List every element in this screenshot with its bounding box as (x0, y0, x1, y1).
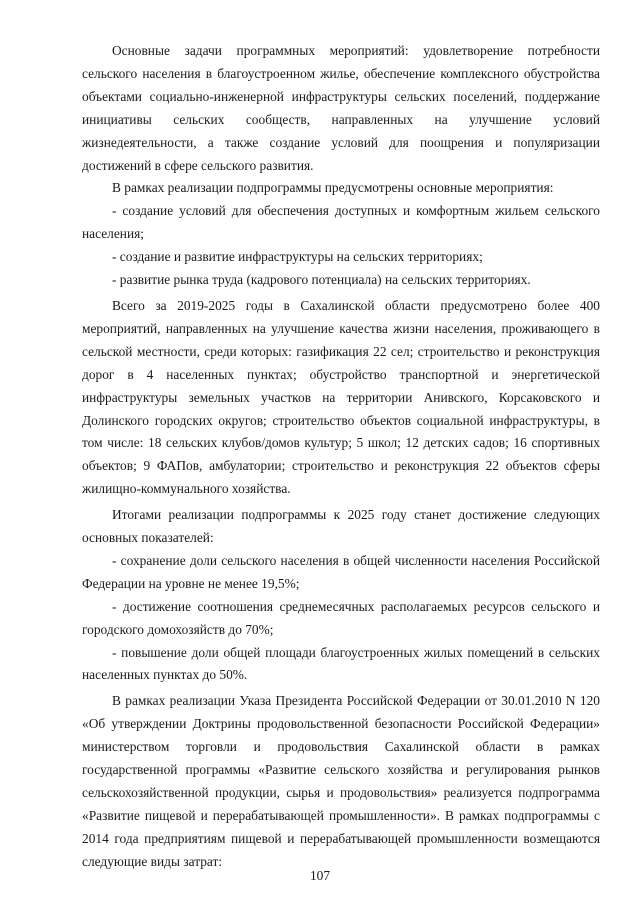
paragraph-presidential-decree: В рамках реализации Указа Президента Российской Федерации от 30.01.2010 N 120 «Об утверждении Доктрины продовольственной безопасности Российской Федерации» министерством торговли и продовольствия Сахалинской области в рамках государственной программы «Развитие сельского хозяйства и регулирования рынков сельскохозяйственной продукции, сырья и продовольствия» реализуется подпрограмма «Развитие пищевой и перерабатывающей промышленности». В рамках подпрограммы с 2014 года предприятиям пищевой и перерабатывающей промышленности возмещаются следующие виды затрат: (82, 693, 600, 869)
paragraph-results-intro: Итогами реализации подпрограммы к 2025 году станет достижение следующих основных показателей: (82, 507, 600, 546)
paragraph-measures-total: Всего за 2019-2025 годы в Сахалинской области предусмотрено более 400 мероприятий, направленных на улучшение качества жизни населения, проживающего в сельской местности, среди которых: газификация 22 сел; строительство и реконструкция дорог в 4 населенных пунктах; обустройство транспортной и энергетической инфраструктуры земельных участков на территории Анивского, Корсаковского и Долинского городских округов; строительство объектов социальной инфраструктуры, в том числе: 18 сельских клубов/домов культур; 5 школ; 12 детских садов; 16 спортивных объектов; 9 ФАПов, амбулатории; строительство и реконструкция 22 объектов сферы жилищно-коммунального хозяйства. (82, 297, 600, 497)
paragraph-program-tasks: Основные задачи программных мероприятий: удовлетворение потребности сельского населения в благоустроенном жилье, обеспечение комплексного обустройства объектами социально-инженерной инфраструктуры сельских поселений, поддержание инициативы сельских сообществ, направленных на улучшение условий жизнедеятельности, а также создание условий для поощрения и популяризации достижений в сфере сельского развития. (82, 43, 600, 173)
list-item-housing-area: - повышение доли общей площади благоустроенных жилых помещений в сельских населенных пунктах до 50%. (82, 644, 600, 683)
list-item-labor-market: - развитие рынка труда (кадрового потенциала) на сельских территориях. (112, 272, 531, 288)
document-body (82, 40, 600, 874)
page-number: 107 (309, 868, 331, 883)
list-item-population-share: - сохранение доли сельского населения в общей численности населения Российской Федерации на уровне не менее 19,5%; (82, 552, 600, 591)
list-item-infrastructure: - создание и развитие инфраструктуры на сельских территориях; (112, 249, 483, 265)
list-item-resources-ratio: - достижение соотношения среднемесячных располагаемых ресурсов сельского и городского домохозяйств до 70%; (82, 598, 600, 637)
paragraph-main-measures-intro: В рамках реализации подпрограммы предусмотрены основные мероприятия: (112, 180, 554, 196)
list-item-housing: - создание условий для обеспечения доступных и комфортным жильем сельского населения; (82, 203, 600, 242)
